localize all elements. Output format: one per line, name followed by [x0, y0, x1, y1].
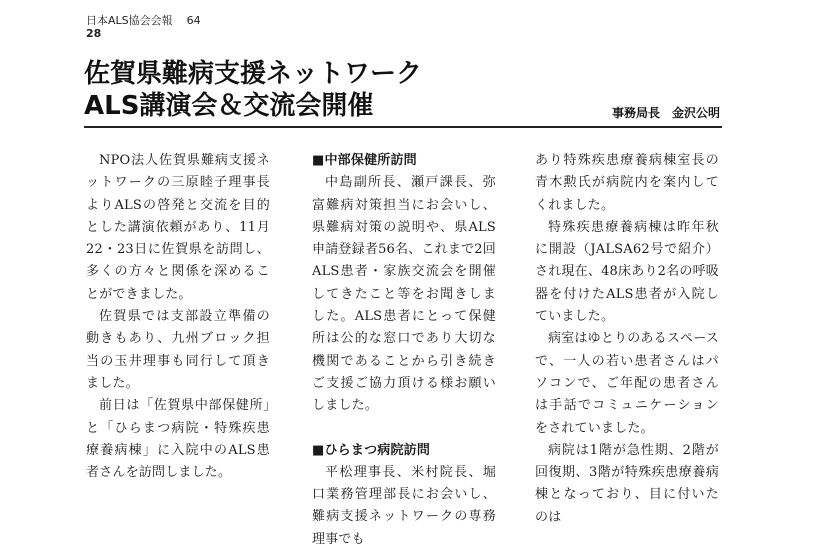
paragraph: 特殊疾患療養病棟は昨年秋に開設（JALSA62号で紹介）され現在、48床あり2名の呼吸器を付けたALS患者が入院していました。: [535, 219, 719, 325]
text-column-1: [86, 150, 270, 484]
section-heading-hospital: ■ひらまつ病院訪問: [312, 442, 431, 458]
paragraph: 中島副所長、瀬戸課長、弥富難病対策担当にお会いし、県難病対策の説明や、県ALS申請登録者56名、これまで2回ALS患者・家族交流会を開催してきたこと等をお聞きしました。ALS患者にとって保健所は公的な窓口であり大切な機関であることから引き続きご支援ご協力頂ける様お願いしました。: [312, 175, 496, 414]
paragraph: 平松理事長、米村院長、堀口業務管理部長にお会いし、難病支援ネットワークの専務理事でも: [312, 464, 496, 547]
page-number: 28: [86, 27, 102, 40]
paragraph: 前日は「佐賀県中部保健所」と「ひらまつ病院・特殊疾患療養病棟」に入院中のALS患者さんを訪問しました。: [86, 398, 270, 481]
author-role: 事務局長: [611, 106, 660, 120]
journal-name: 日本ALS協会会報: [86, 14, 173, 27]
paragraph: NPO法人佐賀県難病支援ネットワークの三原睦子理事長よりALSの啓発と交流を目的とした講演依頼があり、11月22・23日に佐賀県を訪問し、多くの方々と関係を深めることができました。: [86, 153, 270, 302]
author-byline: [612, 104, 720, 121]
title-line-1: 佐賀県難病支援ネットワーク: [84, 59, 423, 89]
title-line-2: ALS講演会＆交流会開催: [84, 91, 374, 121]
section-heading-health-center: ■中部保健所訪問: [312, 153, 417, 168]
text-column-2: [312, 150, 496, 551]
paragraph: 佐賀県では支部設立準備の動きもあり、九州ブロック担当の玉井理事も同行して頂きました。: [86, 309, 270, 391]
paragraph: 病室はゆとりのあるスペースで、一人の若い患者さんはパソコンで、ご年配の患者さんは手話でコミュニケーションをされていました。: [535, 331, 719, 436]
title-divider: [84, 126, 722, 128]
text-column-3: [535, 150, 719, 529]
running-header: [86, 14, 201, 40]
issue-number: 64: [186, 14, 201, 27]
section-spacer: [312, 418, 496, 440]
author-name: 金沢公明: [671, 106, 720, 120]
paragraph: 病院は1階が急性期、2階が回復期、3階が特殊疾患療養病棟となっており、目に付いたのは: [535, 442, 719, 525]
paragraph-continued: あり特殊疾患療養病棟室長の青木勲氏が病院内を案内してくれました。: [535, 153, 719, 213]
